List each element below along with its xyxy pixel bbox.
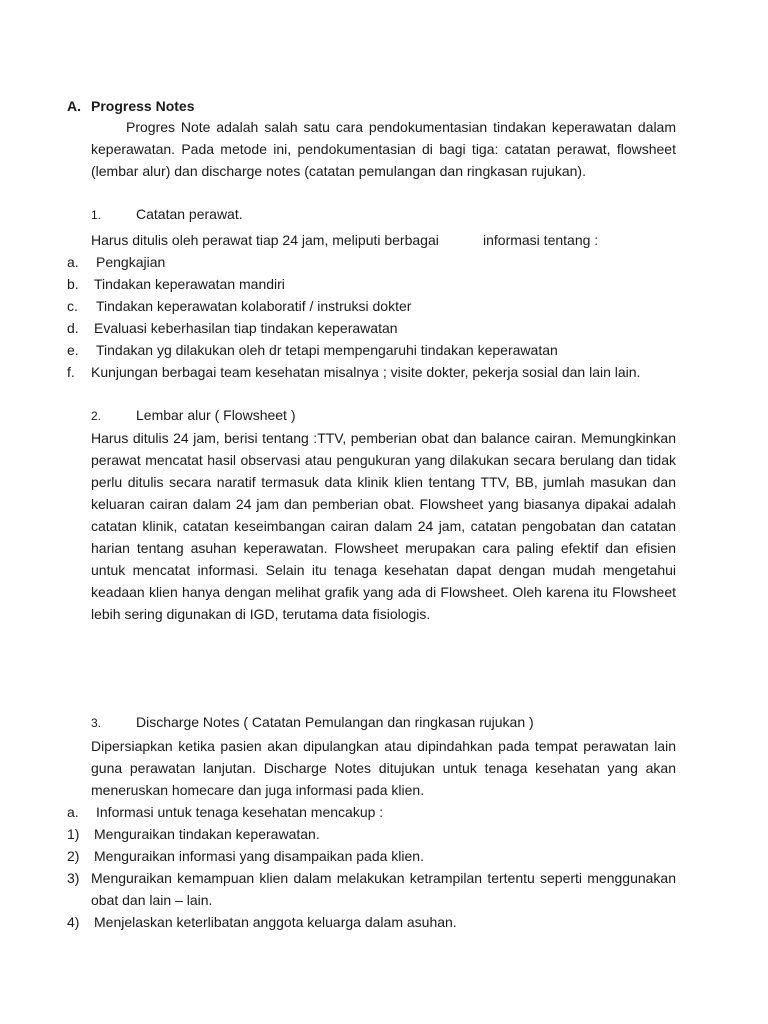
item2-body: Harus ditulis 24 jam, berisi tentang :TTV, pemberian obat dan balance cairan. Memungkinkan perawat mencatat hasil observasi atau pengukuran yang dilakukan secara berulang dan tidak perlu ditulis secara naratif termasuk data klinik klien tentang TTV, BB, jumlah masukan dan keluaran cairan dalam 24 jam dan pemberian obat. Flowsheet yang biasanya dipakai adalah catatan klinik, catatan keseimbangan cairan dalam 24 jam, catatan pengobatan dan catatan harian tentang asuhan keperawatan. Flowsheet merupakan cara paling efektif dan efisien untuk mencatat informasi. Selain itu tenaga kesehatan dapat dengan mudah mengetahui keadaan klien hanya dengan melihat grafik yang ada di Flowsheet. Oleh karena itu Flowsheet lebih sering digunakan di IGD, terutama data fisiologis.: [91, 430, 676, 622]
list-marker: a.: [67, 254, 79, 270]
list-item: Tindakan keperawatan mandiri: [94, 276, 285, 292]
list-marker: e.: [67, 342, 79, 358]
list-item: Menjelaskan keterlibatan anggota keluarga dalam asuhan.: [94, 914, 457, 930]
list-item: Evaluasi keberhasilan tiap tindakan keperawatan: [94, 320, 398, 336]
list-marker: 2): [67, 848, 80, 864]
item3-number: 3.: [91, 716, 102, 730]
sub-marker: a.: [67, 804, 79, 820]
list-marker: c.: [67, 298, 78, 314]
list-marker: f.: [67, 364, 75, 380]
item2-number: 2.: [91, 409, 102, 423]
item1-number: 1.: [91, 208, 102, 222]
list-marker: 4): [67, 914, 80, 930]
list-item: Tindakan yg dilakukan oleh dr tetapi mempengaruhi tindakan keperawatan: [96, 342, 558, 358]
section-letter: A.: [67, 98, 81, 114]
sub-title: Informasi untuk tenaga kesehatan mencakup :: [96, 804, 384, 820]
item2-title: Lembar alur ( Flowsheet ): [136, 407, 296, 423]
item3-title: Discharge Notes ( Catatan Pemulangan dan ringkasan rujukan ): [136, 714, 534, 730]
list-item: Menguraikan kemampuan klien dalam melakukan ketrampilan tertentu seperti menggunakan obat dan lain – lain.: [91, 870, 676, 908]
list-marker: 1): [67, 826, 80, 842]
list-marker: b.: [67, 276, 79, 292]
list-item: Kunjungan berbagai team kesehatan misalnya ; visite dokter, pekerja sosial dan lain lain.: [91, 364, 641, 380]
item1-title: Catatan perawat.: [136, 206, 243, 222]
list-marker: 3): [67, 870, 80, 886]
list-marker: d.: [67, 320, 79, 336]
item1-desc: Harus ditulis oleh perawat tiap 24 jam, meliputi berbagai: [91, 232, 439, 248]
item3-body: Dipersiapkan ketika pasien akan dipulangkan atau dipindahkan pada tempat perawatan lain guna perawatan lanjutan. Discharge Notes ditujukan untuk tenaga kesehatan yang akan meneruskan homecare dan juga informasi pada klien.: [91, 738, 676, 798]
intro-paragraph: Progres Note adalah salah satu cara pendokumentasian tindakan keperawatan dalam keperawatan. Pada metode ini, pendokumentasian di bagi tiga: catatan perawat, flowsheet (lembar alur) dan discharge notes (catatan pemulangan dan ringkasan rujukan).: [91, 119, 676, 179]
section-title: Progress Notes: [91, 98, 195, 114]
item1-desc-end: informasi tentang :: [483, 232, 599, 248]
list-item: Pengkajian: [96, 254, 166, 270]
list-item: Menguraikan informasi yang disampaikan pada klien.: [94, 848, 424, 864]
list-item: Tindakan keperawatan kolaboratif / instruksi dokter: [96, 298, 412, 314]
list-item: Menguraikan tindakan keperawatan.: [94, 826, 320, 842]
